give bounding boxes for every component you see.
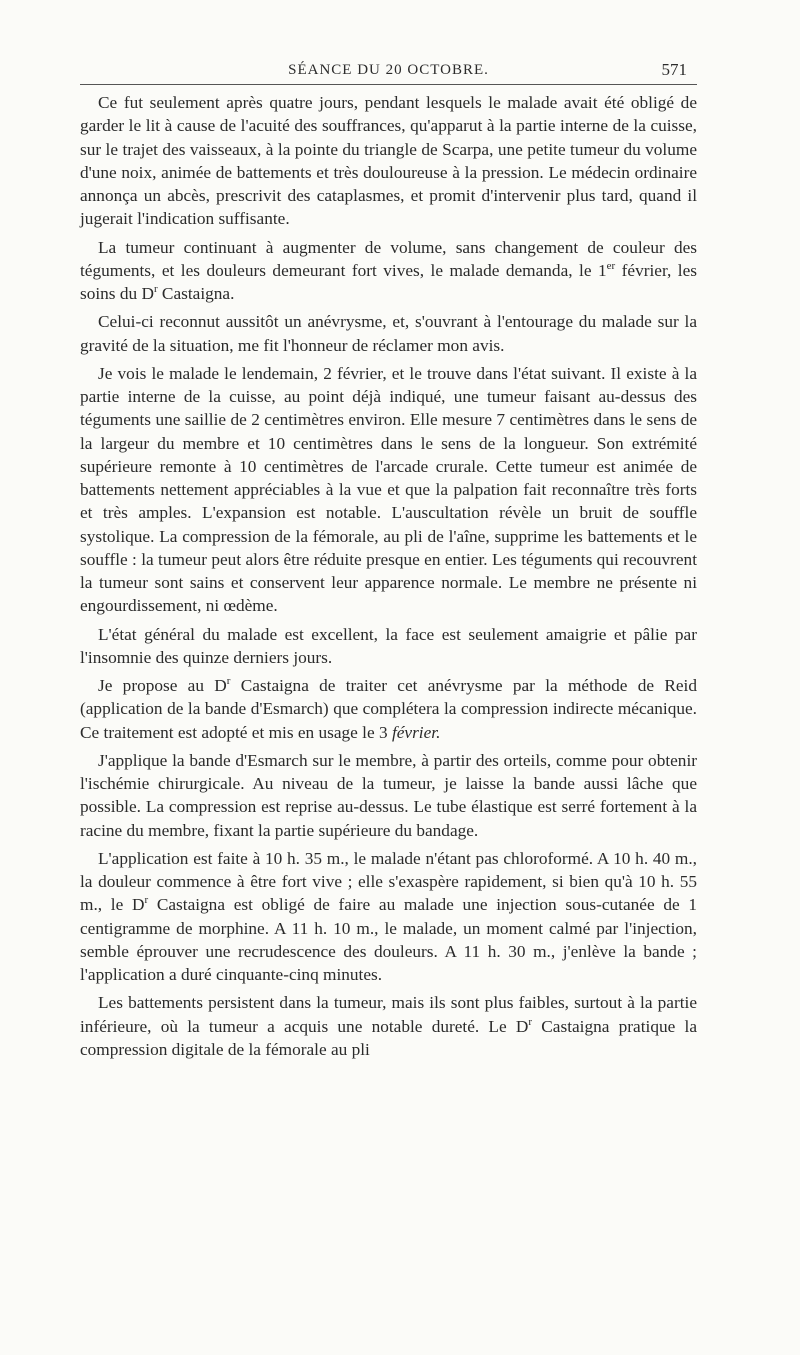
paragraph-8-text-a: L'application est faite à 10 h. 35 m., le malade n'étant pas chloroformé. A 10 h. 40 m., la douleur commence à être fort vive ; elle s'exaspère rapidement, si bien qu'à 10 h. 55 m., le D: [80, 848, 697, 915]
paragraph-6-italic: février.: [391, 722, 441, 742]
superscript-r: r: [226, 675, 231, 688]
book-page: [80, 56, 697, 1066]
running-header: [80, 56, 697, 85]
superscript-r: r: [144, 894, 149, 907]
running-title: SÉANCE DU 20 OCTOBRE.: [288, 62, 489, 78]
paragraph-8-text-b: Castaigna est obligé de faire au malade une injection sous-cutanée de 1 centigramme de morphine. A 11 h. 10 m., le malade, un moment calmé par l'injection, semble éprouver une recrudescence des douleurs. A 11 h. 30 m., j'enlève la bande ; l'application a duré cinquante-cinq minutes.: [80, 895, 697, 984]
paragraph-6: [80, 674, 697, 744]
paragraph-9: [80, 991, 697, 1061]
paragraph-2-text-b: février, les soins du D: [80, 260, 697, 303]
page-number: 571: [661, 60, 687, 79]
paragraph-2-text-c: Castaigna.: [157, 284, 235, 303]
superscript-r: r: [153, 283, 158, 296]
paragraph-8: [80, 847, 697, 987]
paragraph-6-text-a: Je propose au D: [98, 676, 227, 695]
superscript-er: er: [606, 259, 616, 272]
paragraph-2: [80, 236, 697, 306]
paragraph-9-text-a: Les battements persistent dans la tumeur, mais ils sont plus faibles, surtout à la partie inférieure, où la tumeur a acquis une notable dureté. Le D: [80, 993, 697, 1036]
paragraph-6-text-b: Castaigna de traiter cet anévrysme par la méthode de Reid (application de la bande d'Esmarch) que complétera la compression indirecte mécanique. Ce traitement est adopté et mis en usage le 3: [80, 676, 697, 742]
paragraph-4: Je vois le malade le lendemain, 2 février, et le trouve dans l'état suivant. Il existe à la partie interne de la cuisse, au point déjà indiqué, une tumeur faisant au-dessus des téguments une saillie de 2 centimètres environ. Elle mesure 7 centimètres dans le sens de la largeur du membre et 10 centimètres dans le sens de la longueur. Son extrémité supérieure remonte à 10 centimètres de l'arcade crurale. Cette tumeur est animée de battements nettement appréciables à la vue et que la palpation fait reconnaître très forts et très amples. L'expansion est notable. L'auscultation révèle un bruit de souffle systolique. La compression de la fémorale, au pli de l'aîne, supprime les battements et le souffle : la tumeur peut alors être réduite presque en entier. Les téguments qui recouvrent la tumeur sont sains et conservent leur apparence normale. Le membre ne présente ni engourdissement, ni œdème.: [80, 363, 697, 616]
paragraph-5: L'état général du malade est excellent, la face est seulement amaigrie et pâlie par l'insomnie des quinze derniers jours.: [80, 624, 697, 667]
paragraph-1: Ce fut seulement après quatre jours, pendant lesquels le malade avait été obligé de garder le lit à cause de l'acuité des souffrances, qu'apparut à la partie interne de la cuisse, sur le trajet des vaisseaux, à la pointe du triangle de Scarpa, une petite tumeur du volume d'une noix, animée de battements et très douloureuse à la pression. Le médecin ordinaire annonça un abcès, prescrivit des cataplasmes, et promit d'intervenir plus tard, quand il jugerait l'indication suffisante.: [80, 93, 697, 229]
paragraph-7: J'applique la bande d'Esmarch sur le membre, à partir des orteils, comme pour obtenir l'ischémie chirurgicale. Au niveau de la tumeur, je laisse la bande aussi lâche que possible. La compression est reprise au-dessus. Le tube élastique est serré fortement à la racine du membre, fixant la partie supérieure du bandage.: [80, 750, 697, 840]
paragraph-2-text-a: La tumeur continuant à augmenter de volume, sans changement de couleur des téguments, et les douleurs demeurant fort vives, le malade demanda, le 1: [80, 237, 697, 280]
body-text: [80, 91, 697, 1061]
paragraph-3: Celui-ci reconnut aussitôt un anévrysme, et, s'ouvrant à l'entourage du malade sur la gravité de la situation, me fit l'honneur de réclamer mon avis.: [80, 312, 697, 355]
paragraph-9-text-b: Castaigna pratique la compression digitale de la fémorale au pli: [80, 1016, 697, 1059]
superscript-r: r: [528, 1015, 533, 1028]
